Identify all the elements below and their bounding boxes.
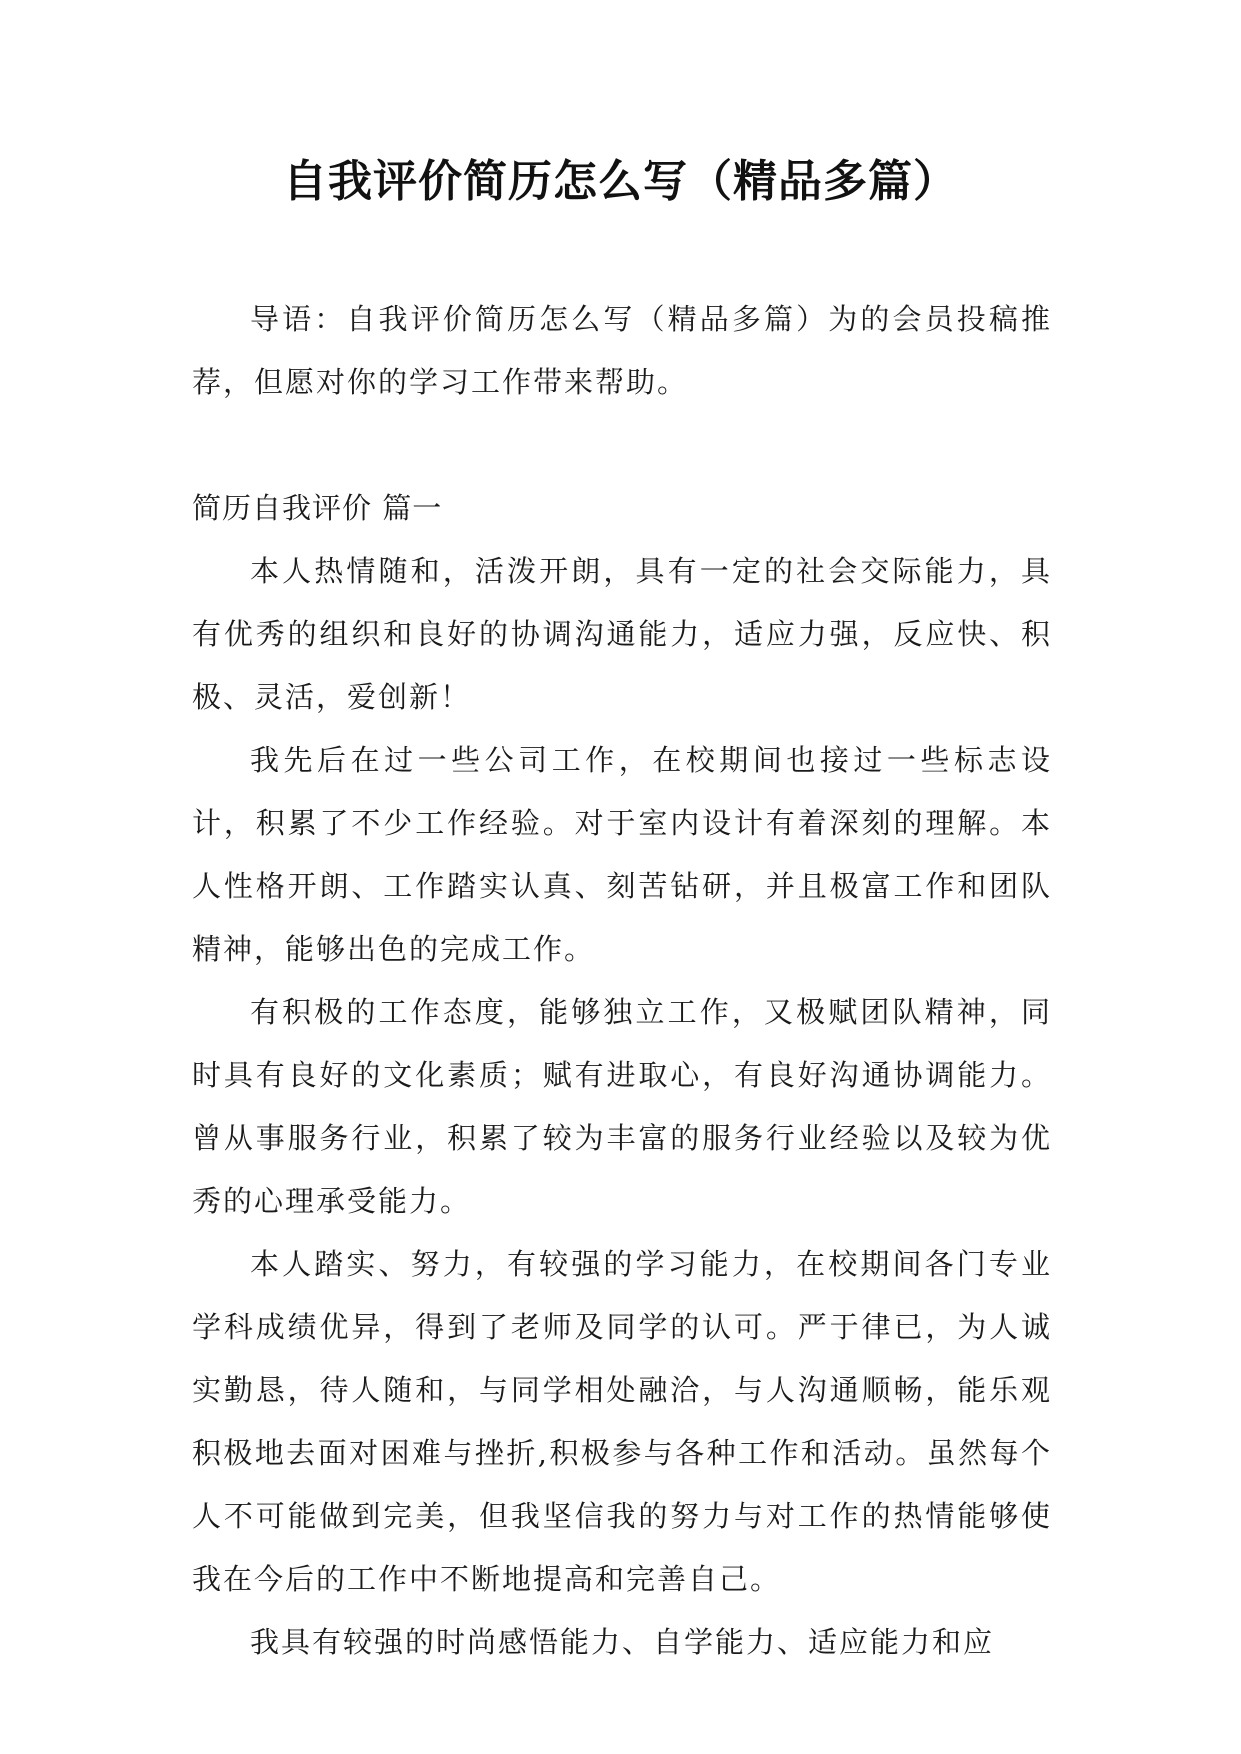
body-paragraph: 有积极的工作态度，能够独立工作，又极赋团队精神，同时具有良好的文化素质；赋有进取心，有良好沟通协调能力。曾从事服务行业，积累了较为丰富的服务行业经验以及较为优秀的心理承受能力。 [192, 995, 1052, 1218]
body-paragraph: 本人热情随和，活泼开朗，具有一定的社会交际能力，具有优秀的组织和良好的协调沟通能力，适应力强，反应快、积极、灵活，爱创新！ [192, 554, 1052, 714]
intro-paragraph: 导语：自我评价简历怎么写（精品多篇）为的会员投稿推荐，但愿对你的学习工作带来帮助。 [192, 302, 1052, 399]
document-title: 自我评价简历怎么写（精品多篇） [283, 156, 958, 207]
body-paragraph: 本人踏实、努力，有较强的学习能力，在校期间各门专业学科成绩优异，得到了老师及同学的认可。严于律已，为人诚实勤恳，待人随和，与同学相处融洽，与人沟通顺畅，能乐观积极地去面对困难与挫折,积极参与各种工作和活动。虽然每个人不可能做到完美，但我坚信我的努力与对工作的热情能够使我在今后的工作中不断地提高和完善自己。 [192, 1247, 1052, 1596]
body-paragraph: 我先后在过一些公司工作，在校期间也接过一些标志设计，积累了不少工作经验。对于室内设计有着深刻的理解。本人性格开朗、工作踏实认真、刻苦钻研，并且极富工作和团队精神，能够出色的完成工作。 [192, 743, 1052, 966]
section-heading: 简历自我评价 篇一 [192, 491, 443, 525]
document-body [192, 288, 1052, 1674]
body-paragraph: 我具有较强的时尚感悟能力、自学能力、适应能力和应 [250, 1625, 995, 1659]
